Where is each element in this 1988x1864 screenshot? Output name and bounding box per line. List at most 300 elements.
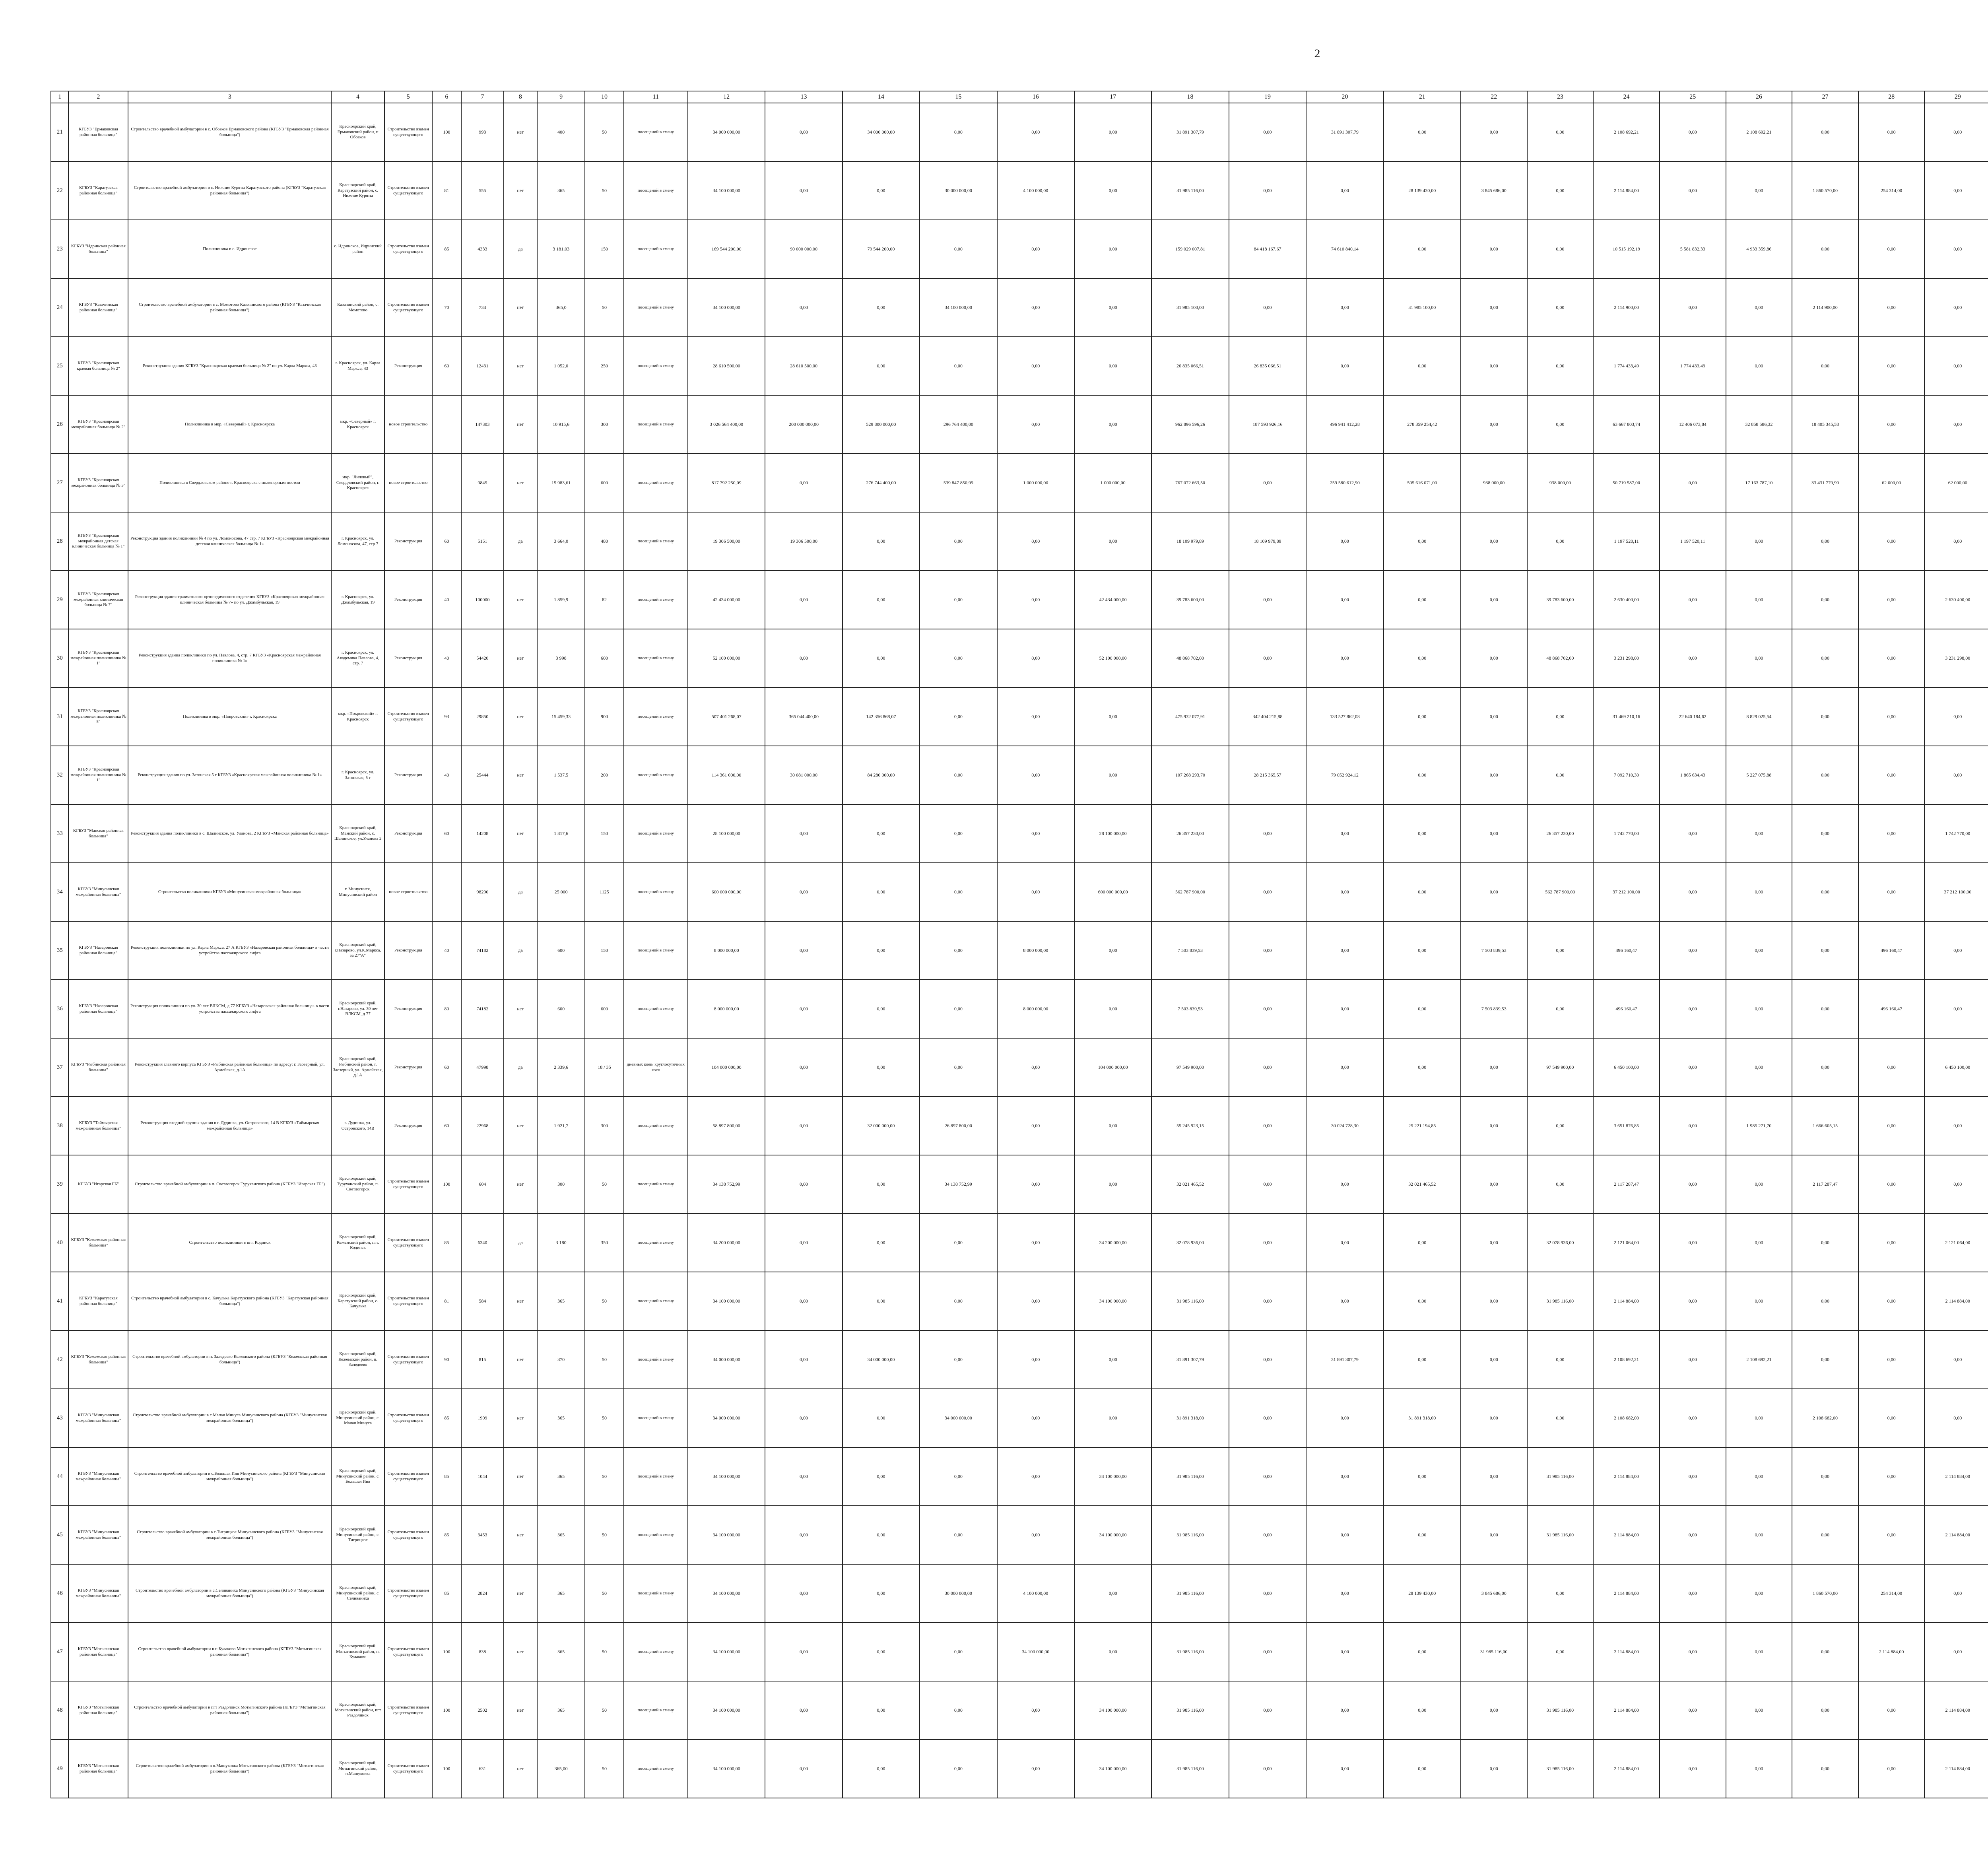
table-cell: Красноярский край, Мотыгинский район, пгт Раздолинск	[331, 1681, 384, 1740]
table-cell: 2 114 884,00	[1593, 1681, 1660, 1740]
table-cell: 0,00	[1306, 1272, 1383, 1330]
table-cell: 50	[585, 1564, 624, 1623]
table-cell: нет	[504, 1564, 537, 1623]
table-cell: 39 783 600,00	[1527, 571, 1594, 629]
table-cell: 2 114 884,00	[1593, 1564, 1660, 1623]
table-cell: 0,00	[1924, 512, 1988, 571]
table-row	[51, 278, 1988, 337]
table-cell: 25	[51, 337, 68, 395]
table-cell: 0,00	[1229, 454, 1306, 512]
table-cell: 29	[51, 571, 68, 629]
table-cell: да	[504, 1038, 537, 1097]
table-cell: 19 306 500,00	[765, 512, 842, 571]
table-cell: 28 610 500,00	[688, 337, 765, 395]
table-cell: 28 139 430,00	[1384, 1564, 1461, 1623]
table-cell: 0,00	[920, 863, 997, 921]
table-cell: 0,00	[1461, 512, 1527, 571]
table-cell: 74 610 840,14	[1306, 220, 1383, 278]
table-cell: 365	[537, 1506, 585, 1564]
table-cell: 30 000 000,00	[920, 161, 997, 220]
table-cell: 938 000,00	[1527, 454, 1594, 512]
table-cell: 0,00	[1229, 1740, 1306, 1798]
table-cell: 365 044 400,00	[765, 687, 842, 746]
table-cell: Строительство врачебной амбулатории в пгт Раздолинск Мотыгинского района (КГБУЗ "Мотыгинская районная больница")	[128, 1681, 331, 1740]
table-cell: 0,00	[1384, 980, 1461, 1038]
table-cell: 0,00	[1527, 512, 1594, 571]
table-cell: Реконструкция здания травматолого-ортопедического отделения КГБУЗ «Красноярская межрайонная клиническая больница № 7» по ул. Джамбульская, 19	[128, 571, 331, 629]
table-cell: 300	[537, 1155, 585, 1214]
table-cell: 0,00	[1384, 337, 1461, 395]
table-cell: КГБУЗ "Кежемская районная больница"	[68, 1330, 128, 1389]
table-cell: нет	[504, 746, 537, 804]
table-cell: 767 072 663,50	[1151, 454, 1229, 512]
table-cell: 600	[585, 980, 624, 1038]
table-cell: 0,00	[1527, 1564, 1594, 1623]
table-cell: 12431	[461, 337, 504, 395]
table-cell: 0,00	[1792, 921, 1858, 980]
table-cell: 0,00	[1726, 921, 1792, 980]
table-cell: 28 100 000,00	[1074, 804, 1151, 863]
table-cell: 0,00	[1660, 571, 1726, 629]
table-cell: Строительство взамен существующего	[384, 1447, 432, 1506]
table-cell: 150	[585, 804, 624, 863]
table-cell: 47998	[461, 1038, 504, 1097]
table-cell: 0,00	[997, 220, 1074, 278]
table-cell: 7 503 839,53	[1151, 921, 1229, 980]
table-cell: 23	[51, 220, 68, 278]
table-cell: 0,00	[1461, 103, 1527, 161]
table-cell: 0,00	[1726, 1272, 1792, 1330]
table-cell: 0,00	[1527, 278, 1594, 337]
table-cell: 34 200 000,00	[1074, 1214, 1151, 1272]
table-cell: 30 024 728,30	[1306, 1097, 1383, 1155]
table-cell: 14208	[461, 804, 504, 863]
table-cell: 0,00	[765, 278, 842, 337]
table-cell: 32 078 936,00	[1151, 1214, 1229, 1272]
table-cell: г. Красноярск, ул. Затонская, 5 г	[331, 746, 384, 804]
table-cell: 604	[461, 1155, 504, 1214]
table-cell: 0,00	[1306, 863, 1383, 921]
table-cell: 0,00	[1792, 804, 1858, 863]
table-cell: 0,00	[1660, 804, 1726, 863]
table-cell: 0,00	[1660, 1097, 1726, 1155]
table-cell: 0,00	[1527, 921, 1594, 980]
table-cell: Строительство врачебной амбулатории в п.Машуковка Мотыгинского района (КГБУЗ "Мотыгинская районная больница")	[128, 1740, 331, 1798]
table-cell: 0,00	[1074, 103, 1151, 161]
table-cell: 0,00	[843, 571, 920, 629]
table-row	[51, 1097, 1988, 1155]
table-cell: 0,00	[1858, 1506, 1925, 1564]
table-row	[51, 804, 1988, 863]
table-cell: 2824	[461, 1564, 504, 1623]
table-cell: 0,00	[765, 161, 842, 220]
table-cell: посещений в смену	[624, 220, 688, 278]
table-cell: 0,00	[997, 687, 1074, 746]
table-cell: 31 985 116,00	[1151, 161, 1229, 220]
table-cell: 34 100 000,00	[688, 1447, 765, 1506]
table-cell: 0,00	[843, 1681, 920, 1740]
table-cell: 0,00	[920, 512, 997, 571]
table-cell: 100	[432, 1623, 461, 1681]
table-cell: 3 664,0	[537, 512, 585, 571]
table-cell: да	[504, 220, 537, 278]
table-cell: 2 114 884,00	[1924, 1272, 1988, 1330]
table-cell: 370	[537, 1330, 585, 1389]
table-cell: 0,00	[1924, 980, 1988, 1038]
table-cell: 0,00	[1726, 1214, 1792, 1272]
table-cell: 0,00	[1527, 1155, 1594, 1214]
table-cell: новое строительство	[384, 395, 432, 454]
table-cell: 2 114 884,00	[1593, 1740, 1660, 1798]
table-cell: 0,00	[1229, 1506, 1306, 1564]
table-cell: 60	[432, 1097, 461, 1155]
table-cell: 7 092 710,30	[1593, 746, 1660, 804]
table-cell: 0,00	[843, 629, 920, 687]
table-cell: 31 985 116,00	[1151, 1564, 1229, 1623]
table-cell: 52 100 000,00	[688, 629, 765, 687]
table-cell: 31 985 100,00	[1384, 278, 1461, 337]
table-cell: 0,00	[843, 1506, 920, 1564]
table-cell: 169 544 200,00	[688, 220, 765, 278]
table-cell: Строительство взамен существующего	[384, 1389, 432, 1447]
table-cell: 0,00	[1660, 1447, 1726, 1506]
table-cell: 18 109 979,89	[1151, 512, 1229, 571]
table-cell: 31 985 116,00	[1151, 1272, 1229, 1330]
table-cell: 0,00	[1384, 1740, 1461, 1798]
table-cell: 0,00	[997, 1330, 1074, 1389]
table-cell: 496 160,47	[1593, 921, 1660, 980]
table-cell: 734	[461, 278, 504, 337]
column-number: 19	[1229, 91, 1306, 103]
table-cell: 0,00	[1229, 1564, 1306, 1623]
table-cell: 79 544 200,00	[843, 220, 920, 278]
table-cell: 0,00	[1461, 629, 1527, 687]
table-cell: 365	[537, 1623, 585, 1681]
table-cell: 70	[432, 278, 461, 337]
table-cell: 0,00	[1384, 1330, 1461, 1389]
table-cell: 0,00	[1229, 1681, 1306, 1740]
table-cell: 31 985 116,00	[1461, 1623, 1527, 1681]
table-cell: КГБУЗ "Ермаковская районная больница"	[68, 103, 128, 161]
table-cell: 34 100 000,00	[688, 278, 765, 337]
table-row	[51, 1330, 1988, 1389]
table-cell: 0,00	[765, 1740, 842, 1798]
table-cell: 0,00	[1792, 220, 1858, 278]
table-cell: 60	[432, 804, 461, 863]
table-cell: 82	[585, 571, 624, 629]
table-cell: Красноярский край, Кежемский район, п. Заледеево	[331, 1330, 384, 1389]
table-cell: 6340	[461, 1214, 504, 1272]
table-cell: 0,00	[1461, 1038, 1527, 1097]
table-cell: 0,00	[1229, 571, 1306, 629]
table-cell: Реконструкция здания поликлиники в с. Шалинское, ул. Уланова, 2 КГБУЗ «Манская районная больница»	[128, 804, 331, 863]
table-cell: 0,00	[1384, 103, 1461, 161]
table-cell: 0,00	[1792, 1623, 1858, 1681]
table-cell: 0,00	[920, 1623, 997, 1681]
table-cell: 47	[51, 1623, 68, 1681]
table-cell: Строительство врачебной амбулатории в с.Тигрицкое Минусинского района (КГБУЗ "Минусинская межрайонная больница")	[128, 1506, 331, 1564]
table-cell: КГБУЗ "Красноярская межрайонная поликлиника № 1"	[68, 629, 128, 687]
table-cell: посещений в смену	[624, 804, 688, 863]
table-cell: 0,00	[1074, 1330, 1151, 1389]
column-number: 15	[920, 91, 997, 103]
table-cell: 1 860 570,00	[1792, 1564, 1858, 1623]
table-row	[51, 1389, 1988, 1447]
table-cell: посещений в смену	[624, 337, 688, 395]
table-cell: Красноярский край, Каратузский район, с. Качулька	[331, 1272, 384, 1330]
table-cell: Реконструкция	[384, 804, 432, 863]
table-cell: 0,00	[1074, 337, 1151, 395]
table-cell: 0,00	[1792, 1214, 1858, 1272]
table-cell: 50	[585, 1447, 624, 1506]
table-cell: Реконструкция здания по ул. Затонская 5 г КГБУЗ «Красноярская межрайонная поликлиника № 1»	[128, 746, 331, 804]
table-cell: 496 160,47	[1593, 980, 1660, 1038]
table-cell: 0,00	[1229, 103, 1306, 161]
table-cell: 0,00	[1726, 1740, 1792, 1798]
table-cell: 0,00	[1792, 687, 1858, 746]
table-cell: 0,00	[1306, 1038, 1383, 1097]
table-cell: 40	[432, 921, 461, 980]
table-cell: 2 114 900,00	[1792, 278, 1858, 337]
column-number: 9	[537, 91, 585, 103]
table-cell: нет	[504, 1740, 537, 1798]
table-cell: 31 891 307,79	[1306, 103, 1383, 161]
table-cell: 365	[537, 1272, 585, 1330]
table-cell: 0,00	[1306, 337, 1383, 395]
table-cell: 0,00	[920, 1272, 997, 1330]
table-cell: 0,00	[1074, 980, 1151, 1038]
table-cell: 0,00	[1229, 1389, 1306, 1447]
table-cell: Реконструкция	[384, 1097, 432, 1155]
column-number: 26	[1726, 91, 1792, 103]
table-cell: КГБУЗ "Красноярская краевая больница № 2"	[68, 337, 128, 395]
table-cell: 37 212 100,00	[1593, 863, 1660, 921]
table-cell: 0,00	[843, 1038, 920, 1097]
table-cell: 0,00	[997, 1214, 1074, 1272]
table-cell: 2 114 884,00	[1593, 1506, 1660, 1564]
table-cell: 0,00	[1660, 1155, 1726, 1214]
table-cell: 18 109 979,89	[1229, 512, 1306, 571]
table-cell: г. Красноярск, ул. Ломоносова, 47, стр 7	[331, 512, 384, 571]
table-cell: 84 280 000,00	[843, 746, 920, 804]
table-cell: 2 108 692,21	[1593, 1330, 1660, 1389]
table-cell: посещений в смену	[624, 1272, 688, 1330]
table-cell: Строительство взамен существующего	[384, 1506, 432, 1564]
table-cell: 97 549 900,00	[1151, 1038, 1229, 1097]
table-cell: 0,00	[1660, 103, 1726, 161]
table-cell: 25 221 194,85	[1384, 1097, 1461, 1155]
table-cell: 0,00	[997, 278, 1074, 337]
table-cell: посещений в смену	[624, 1506, 688, 1564]
table-cell: 32 021 465,52	[1151, 1155, 1229, 1214]
table-cell: посещений в смену	[624, 629, 688, 687]
table-cell: 40	[432, 571, 461, 629]
table-cell: 26 835 066,51	[1229, 337, 1306, 395]
table-cell: 0,00	[997, 337, 1074, 395]
table-cell: 0,00	[920, 687, 997, 746]
table-cell: 0,00	[1461, 1389, 1527, 1447]
table-cell: 0,00	[1726, 804, 1792, 863]
table-cell: 34 100 000,00	[688, 1506, 765, 1564]
table-cell: 8 000 000,00	[997, 921, 1074, 980]
table-cell: 0,00	[920, 1038, 997, 1097]
table-cell: 0,00	[997, 1506, 1074, 1564]
table-cell: Реконструкция	[384, 629, 432, 687]
table-cell: 79 052 924,12	[1306, 746, 1383, 804]
table-cell: нет	[504, 337, 537, 395]
table-cell: Строительство взамен существующего	[384, 687, 432, 746]
table-cell: 28 215 365,57	[1229, 746, 1306, 804]
table-cell: 0,00	[1074, 746, 1151, 804]
table-cell: 2 108 692,21	[1593, 103, 1660, 161]
table-cell: 0,00	[765, 1623, 842, 1681]
table-cell: 0,00	[1858, 687, 1925, 746]
table-cell	[432, 863, 461, 921]
table-cell: 0,00	[1074, 161, 1151, 220]
table-cell: г. Красноярск, ул. Академика Павлова, 4, стр. 7	[331, 629, 384, 687]
table-cell: нет	[504, 804, 537, 863]
table-cell: посещений в смену	[624, 571, 688, 629]
table-cell: 100	[432, 1155, 461, 1214]
table-cell: 31	[51, 687, 68, 746]
table-cell: 7 503 839,53	[1151, 980, 1229, 1038]
table-cell: 0,00	[1726, 1389, 1792, 1447]
table-cell: 0,00	[1527, 1389, 1594, 1447]
table-cell: мкр. «Покровский» г. Красноярск	[331, 687, 384, 746]
table-cell: 104 000 000,00	[1074, 1038, 1151, 1097]
table-cell: 0,00	[1384, 629, 1461, 687]
table-cell: 0,00	[1660, 1740, 1726, 1798]
table-cell: 0,00	[997, 863, 1074, 921]
table-cell: 817 792 250,09	[688, 454, 765, 512]
table-cell: 0,00	[1924, 921, 1988, 980]
table-cell: 0,00	[997, 1097, 1074, 1155]
table-cell: 0,00	[1461, 746, 1527, 804]
table-cell: Строительство врачебной амбулатории в с. Нижние Куряты Каратузского района (КГБУЗ "Каратузская районная больница")	[128, 161, 331, 220]
column-number: 8	[504, 91, 537, 103]
table-cell: 0,00	[843, 1623, 920, 1681]
table-cell: 254 314,00	[1858, 1564, 1925, 1623]
table-cell: 0,00	[1074, 1623, 1151, 1681]
table-cell: 0,00	[1527, 1330, 1594, 1389]
table-cell: 15 459,33	[537, 687, 585, 746]
table-cell: посещений в смену	[624, 1447, 688, 1506]
table-cell: 0,00	[920, 746, 997, 804]
table-cell: 10 515 192,19	[1593, 220, 1660, 278]
table-cell: 31 985 116,00	[1151, 1447, 1229, 1506]
table-cell: 0,00	[1924, 278, 1988, 337]
table-cell: 0,00	[1858, 1214, 1925, 1272]
table-cell: 90	[432, 1330, 461, 1389]
table-cell: нет	[504, 1623, 537, 1681]
table-cell: КГБУЗ "Красноярская межрайонная клиническая больница № 7"	[68, 571, 128, 629]
table-cell: 276 744 400,00	[843, 454, 920, 512]
table-cell: 32 000 000,00	[843, 1097, 920, 1155]
table-cell: 85	[432, 1564, 461, 1623]
column-number: 3	[128, 91, 331, 103]
table-cell: 0,00	[765, 980, 842, 1038]
table-cell: 2 114 900,00	[1593, 278, 1660, 337]
table-cell: 6 450 100,00	[1924, 1038, 1988, 1097]
table-cell: 114 361 000,00	[688, 746, 765, 804]
table-cell: 54420	[461, 629, 504, 687]
column-number: 5	[384, 91, 432, 103]
table-cell: 3 026 564 400,00	[688, 395, 765, 454]
table-cell: 0,00	[1306, 161, 1383, 220]
table-cell: 0,00	[765, 1506, 842, 1564]
table-cell: 97 549 900,00	[1527, 1038, 1594, 1097]
table-cell: посещений в смену	[624, 1330, 688, 1389]
table-row	[51, 103, 1988, 161]
table-cell: 31 985 116,00	[1527, 1681, 1594, 1740]
table-cell: Поликлиника в с. Идринское	[128, 220, 331, 278]
table-cell: 0,00	[1074, 220, 1151, 278]
table-cell: 3 845 686,00	[1461, 161, 1527, 220]
table-cell: 0,00	[1792, 863, 1858, 921]
table-cell: 0,00	[920, 220, 997, 278]
table-cell: Строительство врачебной амбулатории в с.Селиваниха Минусинского района (КГБУЗ "Минусинская межрайонная больница")	[128, 1564, 331, 1623]
table-cell: 0,00	[1527, 746, 1594, 804]
table-cell: Строительство врачебной амбулатории в с.Малая Минуса Минусинского района (КГБУЗ "Минусинская межрайонная больница")	[128, 1389, 331, 1447]
table-cell: 60	[432, 512, 461, 571]
table-cell: КГБУЗ "Назаровская районная больница"	[68, 980, 128, 1038]
table-cell: нет	[504, 1097, 537, 1155]
table-cell: Реконструкция поликлиники по ул. Карла Маркса, 27 А КГБУЗ «Назаровская районная больница» в части устройства пассажирского лифта	[128, 921, 331, 980]
table-cell: КГБУЗ "Каратузская районная больница"	[68, 1272, 128, 1330]
table-cell: 0,00	[1461, 1506, 1527, 1564]
table-cell: 49	[51, 1740, 68, 1798]
table-cell: 25444	[461, 746, 504, 804]
table-cell: 2 114 884,00	[1858, 1623, 1925, 1681]
table-cell: 50	[585, 278, 624, 337]
table-cell: 2 114 884,00	[1924, 1681, 1988, 1740]
table-cell: 0,00	[1384, 1214, 1461, 1272]
table-cell: 62 000,00	[1858, 454, 1925, 512]
table-cell: 0,00	[920, 980, 997, 1038]
table-cell: 44	[51, 1447, 68, 1506]
table-cell: 34 000 000,00	[843, 1330, 920, 1389]
table-cell	[432, 454, 461, 512]
table-cell: новое строительство	[384, 863, 432, 921]
table-cell: 0,00	[997, 629, 1074, 687]
table-cell: 365	[537, 1681, 585, 1740]
table-cell: 50	[585, 1681, 624, 1740]
table-cell: 0,00	[1924, 1564, 1988, 1623]
table-cell: 0,00	[1858, 278, 1925, 337]
table-cell: 365,00	[537, 1740, 585, 1798]
table-cell: 34 000 000,00	[688, 1330, 765, 1389]
table-cell: 0,00	[765, 921, 842, 980]
table-cell: 0,00	[1074, 395, 1151, 454]
table-cell: 2 117 287,47	[1593, 1155, 1660, 1214]
table-cell: посещений в смену	[624, 395, 688, 454]
table-cell: 350	[585, 1214, 624, 1272]
table-row	[51, 980, 1988, 1038]
table-row	[51, 512, 1988, 571]
table-cell: 9845	[461, 454, 504, 512]
table-cell: КГБУЗ "Минусинская межрайонная больница"	[68, 1389, 128, 1447]
table-cell: 22 640 184,62	[1660, 687, 1726, 746]
table-cell: 0,00	[843, 1740, 920, 1798]
table-cell: 0,00	[843, 921, 920, 980]
table-cell: 0,00	[765, 1272, 842, 1330]
table-cell: 2 108 682,00	[1593, 1389, 1660, 1447]
table-cell: 0,00	[1306, 1740, 1383, 1798]
table-cell: 1 860 570,00	[1792, 161, 1858, 220]
table-cell: 18 405 345,58	[1792, 395, 1858, 454]
table-cell: 1 052,0	[537, 337, 585, 395]
table-cell: 0,00	[1792, 1330, 1858, 1389]
